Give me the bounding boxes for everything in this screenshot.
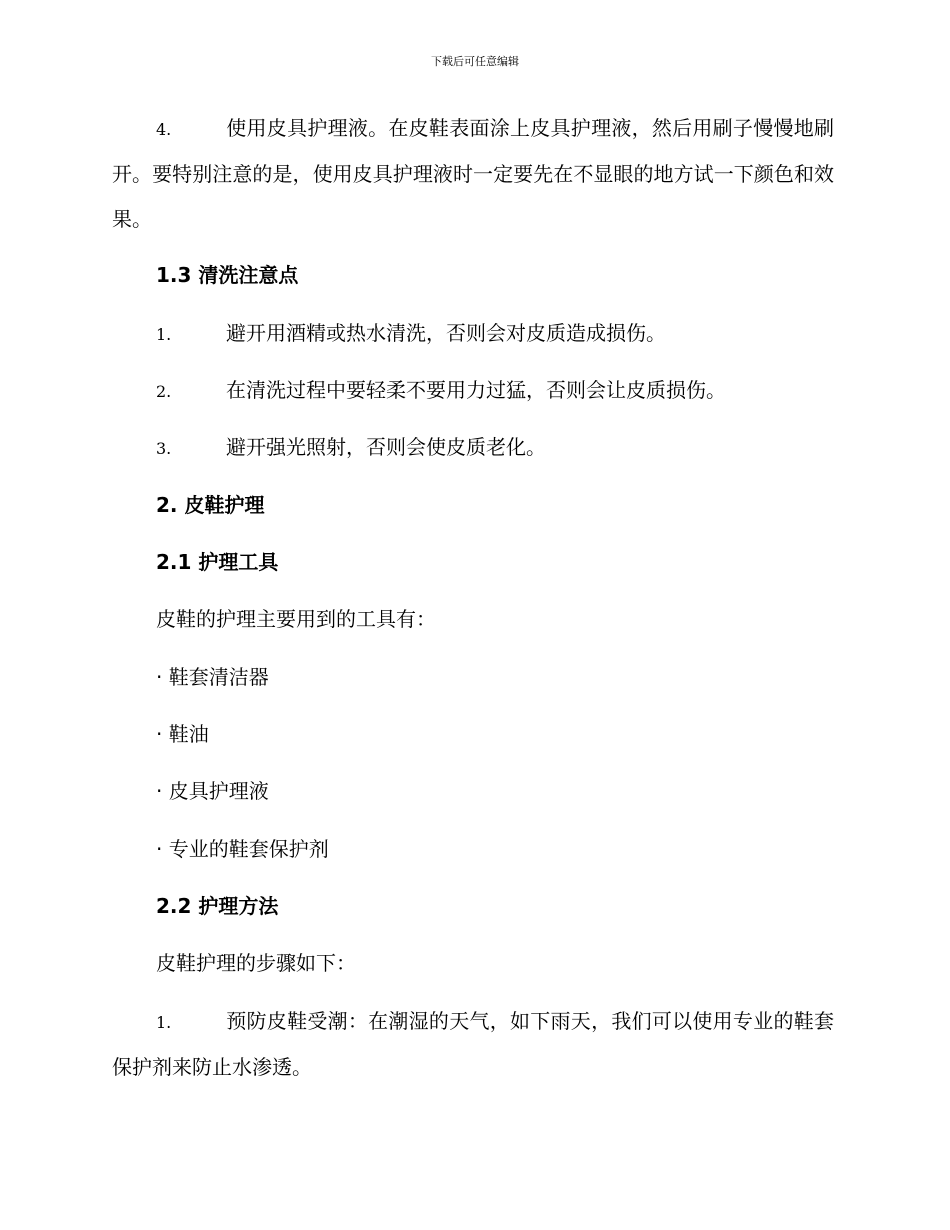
bullet-item: · 专业的鞋套保护剂 <box>156 837 329 861</box>
step-4-text: 使用皮具护理液。在皮鞋表面涂上皮具护理液，然后用刷子慢慢地刷开。要特别注意的是，使用皮具护理液时一定要先在不显眼的地方试一下颜色和效果。 <box>112 116 834 231</box>
tools-intro: 皮鞋的护理主要用到的工具有： <box>156 607 436 631</box>
section-heading-2-1: 2.1 护理工具 <box>156 550 279 574</box>
list-number: 3. <box>156 439 172 458</box>
list-number: 1. <box>156 325 172 344</box>
bullet-item: · 鞋油 <box>156 722 209 746</box>
step-1-paragraph <box>112 999 834 1090</box>
list-item <box>112 432 834 464</box>
list-item-text: 避开强光照射，否则会使皮质老化。 <box>226 435 546 459</box>
list-item <box>112 318 834 350</box>
list-number: 4. <box>156 120 172 139</box>
bullet-item: · 鞋套清洁器 <box>156 665 269 689</box>
bullet-item: · 皮具护理液 <box>156 779 269 803</box>
list-item-text: 在清洗过程中要轻柔不要用力过猛，否则会让皮质损伤。 <box>226 378 726 402</box>
page-header: 下载后可任意编辑 <box>431 55 519 68</box>
step-1-text: 预防皮鞋受潮：在潮湿的天气，如下雨天，我们可以使用专业的鞋套保护剂来防止水渗透。 <box>112 1009 834 1079</box>
section-heading-2-2: 2.2 护理方法 <box>156 894 279 918</box>
step-4-paragraph <box>112 106 834 242</box>
list-number: 2. <box>156 382 172 401</box>
section-heading-2: 2. 皮鞋护理 <box>156 493 265 517</box>
list-number: 1. <box>156 1013 172 1032</box>
list-item-text: 避开用酒精或热水清洗，否则会对皮质造成损伤。 <box>226 321 666 345</box>
steps-intro: 皮鞋护理的步骤如下： <box>156 951 356 975</box>
list-item <box>112 375 834 407</box>
section-heading-1-3: 1.3 清洗注意点 <box>156 263 299 287</box>
